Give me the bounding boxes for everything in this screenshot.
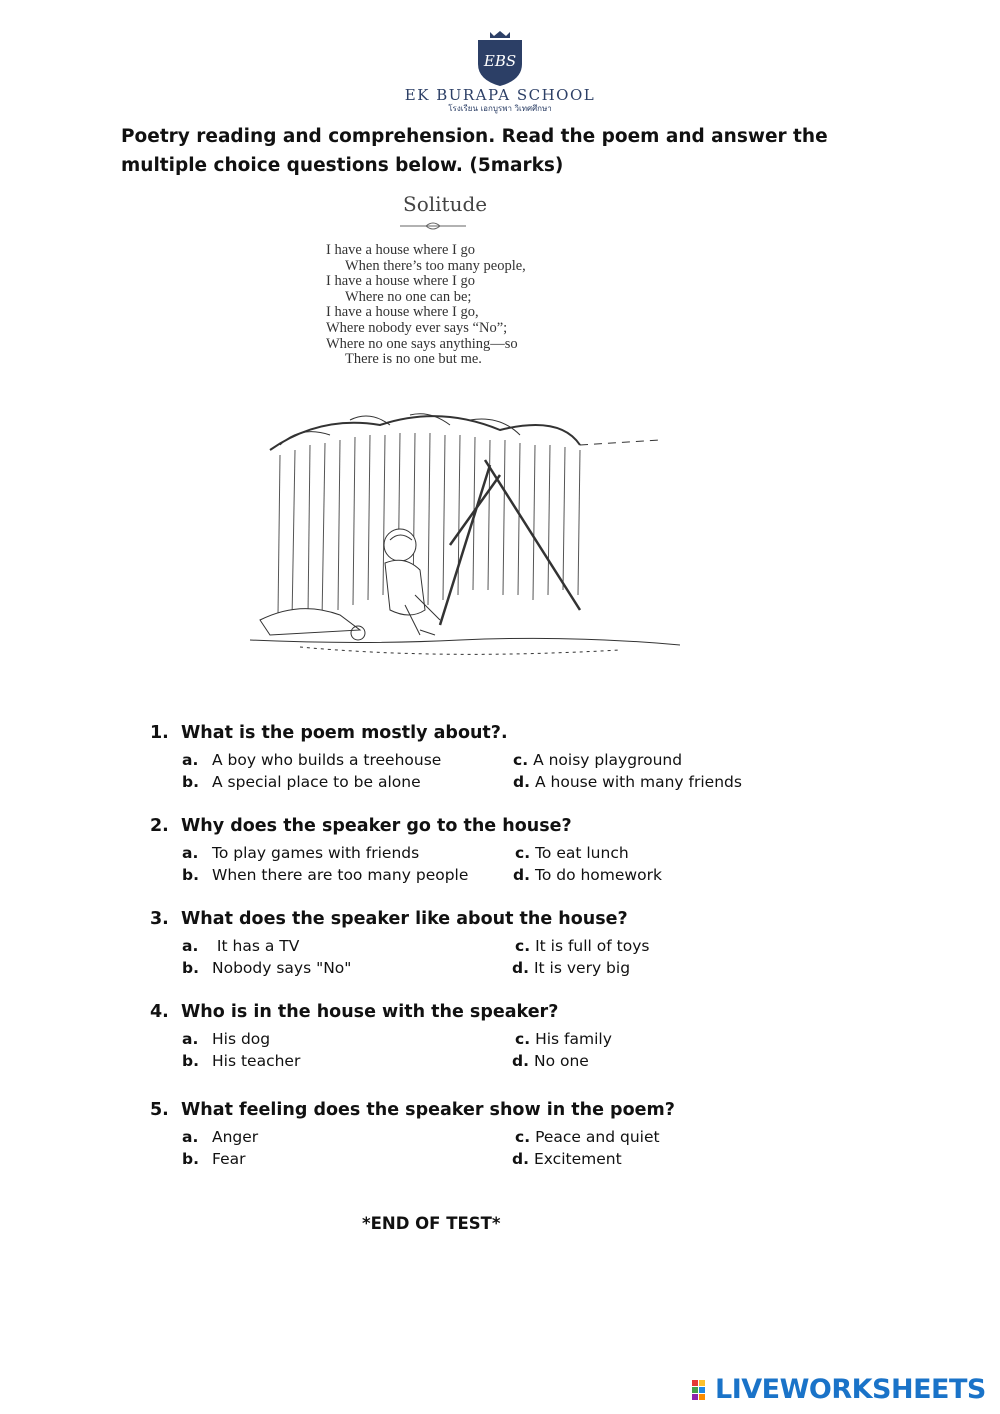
option-b[interactable] <box>182 773 421 791</box>
option-text: A house with many friends <box>534 773 742 791</box>
flourish-divider-icon <box>398 220 468 232</box>
question-title <box>150 909 850 935</box>
option-b[interactable] <box>182 959 351 977</box>
question-4 <box>150 1002 850 1072</box>
question-2 <box>150 816 850 886</box>
question-number: 1. <box>150 723 169 743</box>
option-a[interactable] <box>182 1030 270 1048</box>
poem-title: Solitude <box>403 192 488 216</box>
option-text: Peace and quiet <box>535 1128 660 1146</box>
option-text: A special place to be alone <box>212 773 421 791</box>
option-letter: d. <box>513 866 530 884</box>
option-a[interactable] <box>182 751 441 769</box>
option-c[interactable] <box>515 1128 660 1146</box>
option-d[interactable] <box>512 1052 589 1070</box>
question-title <box>150 723 850 749</box>
question-title <box>150 1002 850 1028</box>
option-b[interactable] <box>182 1052 300 1070</box>
school-name: EK BURAPA SCHOOL <box>404 86 596 104</box>
option-letter: c. <box>515 937 531 955</box>
instructions: Poetry reading and comprehension. Read the poem and answer the multiple choice questions below. (5marks) <box>121 126 828 176</box>
option-letter: b. <box>182 959 199 977</box>
option-text: His family <box>535 1030 612 1048</box>
question-text: What feeling does the speaker show in the poem? <box>181 1100 675 1120</box>
question-1 <box>150 723 850 793</box>
poem-line: There is no one but me. <box>345 351 482 368</box>
question-title <box>150 816 850 842</box>
option-text: Fear <box>212 1150 246 1168</box>
option-d[interactable] <box>512 1150 622 1168</box>
option-text: It is full of toys <box>535 937 650 955</box>
option-letter: a. <box>182 1030 199 1048</box>
poem-line: Where no one can be; <box>345 288 472 305</box>
option-text: To do homework <box>534 866 662 884</box>
poem-line: Where nobody ever says “No”; <box>326 319 508 336</box>
question-text: Who is in the house with the speaker? <box>181 1002 559 1022</box>
poem-line: I have a house where I go <box>326 273 475 290</box>
question-text: What is the poem mostly about?. <box>181 723 508 743</box>
option-b[interactable] <box>182 1150 245 1168</box>
question-number: 3. <box>150 909 169 929</box>
option-a[interactable] <box>182 1128 258 1146</box>
option-a[interactable] <box>182 844 419 862</box>
poem-line: Where no one says anything—so <box>326 335 518 352</box>
option-letter: a. <box>182 937 199 955</box>
option-letter: a. <box>182 1128 199 1146</box>
option-text: Excitement <box>533 1150 622 1168</box>
option-letter: d. <box>513 773 530 791</box>
option-letter: b. <box>182 773 199 791</box>
svg-text:EBS: EBS <box>483 52 517 70</box>
option-c[interactable] <box>515 844 629 862</box>
option-c[interactable] <box>513 751 682 769</box>
option-letter: b. <box>182 1150 199 1168</box>
question-title <box>150 1100 850 1126</box>
question-text: Why does the speaker go to the house? <box>181 816 572 836</box>
poem-line: I have a house where I go <box>326 242 475 258</box>
school-crest-logo <box>474 28 526 88</box>
option-text: A boy who builds a treehouse <box>212 751 442 769</box>
option-letter: c. <box>515 1030 531 1048</box>
option-d[interactable] <box>513 773 742 791</box>
option-text: His dog <box>212 1030 271 1048</box>
option-letter: b. <box>182 1052 199 1070</box>
option-d[interactable] <box>513 866 662 884</box>
option-letter: c. <box>513 751 529 769</box>
option-text: When there are too many people <box>212 866 469 884</box>
liveworksheets-logo-icon <box>692 1378 712 1402</box>
option-letter: d. <box>512 1052 529 1070</box>
end-of-test: *END OF TEST* <box>362 1214 501 1233</box>
option-c[interactable] <box>515 937 649 955</box>
liveworksheets-text: LIVEWORKSHEETS <box>715 1374 986 1405</box>
option-text: To play games with friends <box>212 844 420 862</box>
question-number: 4. <box>150 1002 169 1022</box>
question-5 <box>150 1100 850 1170</box>
option-letter: c. <box>515 844 531 862</box>
option-text: Nobody says "No" <box>212 959 352 977</box>
poem-lines <box>326 243 526 368</box>
liveworksheets-brand[interactable] <box>692 1374 986 1405</box>
option-text: No one <box>533 1052 589 1070</box>
option-text: It is very big <box>533 959 631 977</box>
option-text: It has a TV <box>212 937 300 955</box>
option-text: Anger <box>212 1128 259 1146</box>
poem-illustration <box>240 395 680 665</box>
option-c[interactable] <box>515 1030 612 1048</box>
question-text: What does the speaker like about the house? <box>181 909 628 929</box>
option-text: To eat lunch <box>535 844 629 862</box>
option-letter: a. <box>182 751 199 769</box>
option-text: His teacher <box>212 1052 301 1070</box>
option-letter: b. <box>182 866 199 884</box>
option-d[interactable] <box>512 959 630 977</box>
question-number: 5. <box>150 1100 169 1120</box>
option-text: A noisy playground <box>533 751 683 769</box>
option-b[interactable] <box>182 866 468 884</box>
school-name-thai: โรงเรียน เอกบูรพา วิเทศศึกษา <box>448 104 552 113</box>
question-number: 2. <box>150 816 169 836</box>
poem-line: I have a house where I go, <box>326 304 479 321</box>
option-letter: d. <box>512 1150 529 1168</box>
poem-line: When there’s too many people, <box>345 257 526 274</box>
question-3 <box>150 909 850 979</box>
option-letter: c. <box>515 1128 531 1146</box>
option-a[interactable] <box>182 937 299 955</box>
option-letter: d. <box>512 959 529 977</box>
option-letter: a. <box>182 844 199 862</box>
